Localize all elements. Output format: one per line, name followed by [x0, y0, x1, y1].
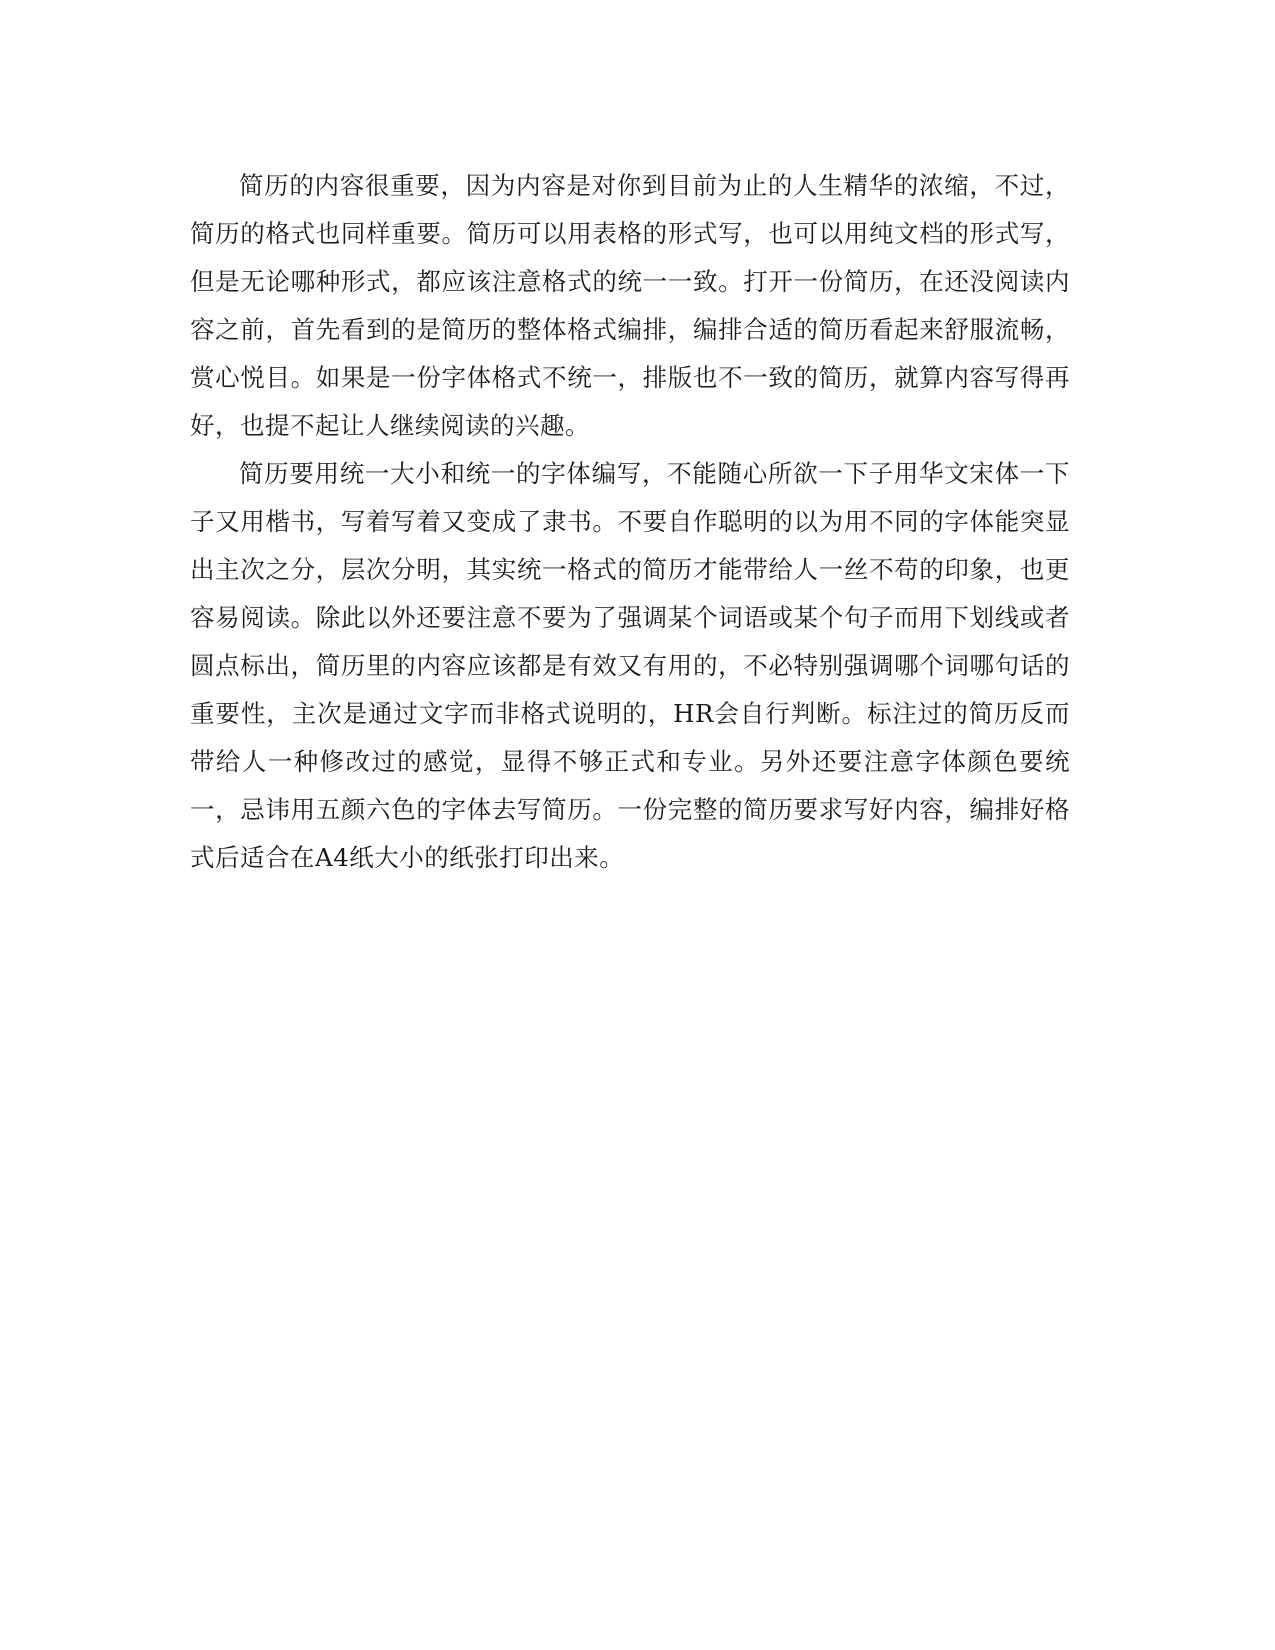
- paragraph-1: 简历的内容很重要，因为内容是对你到目前为止的人生精华的浓缩，不过，简历的格式也同样重要。简历可以用表格的形式写，也可以用纯文档的形式写，但是无论哪种形式，都应该注意格式的统一一致。打开一份简历，在还没阅读内容之前，首先看到的是简历的整体格式编排，编排合适的简历看起来舒服流畅，赏心悦目。如果是一份字体格式不统一，排版也不一致的简历，就算内容写得再好，也提不起让人继续阅读的兴趣。: [190, 171, 1070, 440]
- paragraph-2: 简历要用统一大小和统一的字体编写，不能随心所欲一下子用华文宋体一下子又用楷书，写着写着又变成了隶书。不要自作聪明的以为用不同的字体能突显出主次之分，层次分明，其实统一格式的简历才能带给人一丝不苟的印象，也更容易阅读。除此以外还要注意不要为了强调某个词语或某个句子而用下划线或者圆点标出，简历里的内容应该都是有效又有用的，不必特别强调哪个词哪句话的重要性，主次是通过文字而非格式说明的，HR会自行判断。标注过的简历反而带给人一种修改过的感觉，显得不够正式和专业。另外还要注意字体颜色要统一，忌讳用五颜六色的字体去写简历。一份完整的简历要求写好内容，编排好格式后适合在A4纸大小的纸张打印出来。: [190, 459, 1070, 872]
- document-body: [190, 162, 1070, 882]
